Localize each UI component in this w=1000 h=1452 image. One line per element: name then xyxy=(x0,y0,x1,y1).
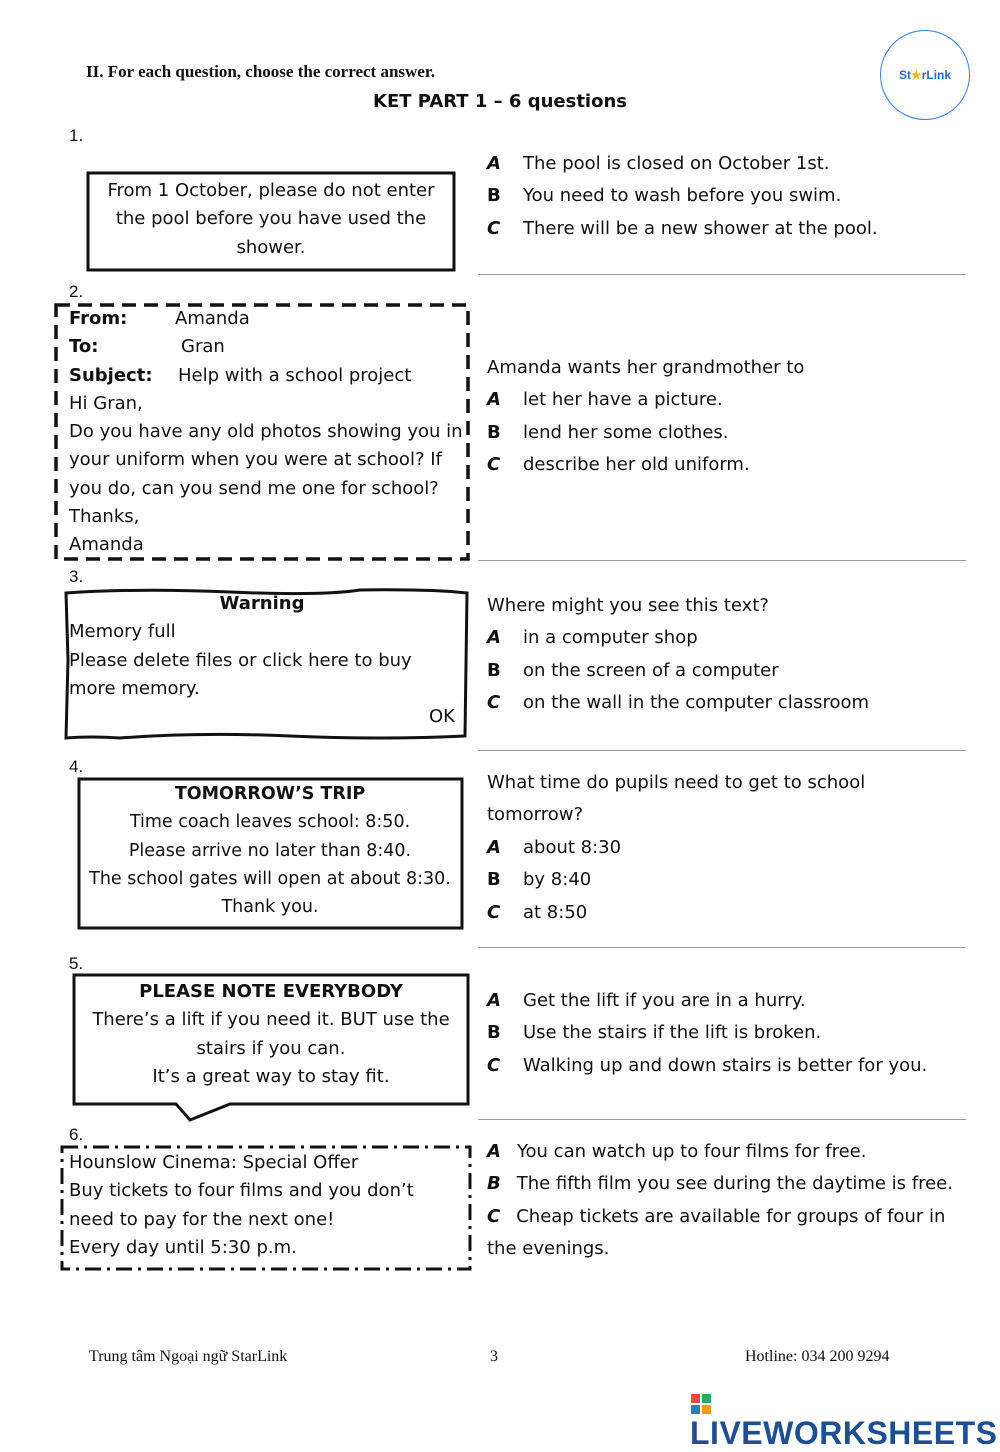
q4-option-c[interactable] xyxy=(487,897,957,929)
divider-2 xyxy=(478,560,966,561)
option-letter: A xyxy=(487,153,501,174)
q3-option-a[interactable] xyxy=(487,622,957,654)
option-letter: C xyxy=(487,454,501,476)
question-number-3: 3. xyxy=(69,567,84,586)
option-letter: C xyxy=(487,692,501,714)
logo-text-start: St xyxy=(898,68,911,82)
q5-notice-title: PLEASE NOTE EVERYBODY xyxy=(139,981,403,1002)
email-to-label: To: xyxy=(69,336,99,358)
divider-4 xyxy=(478,947,966,948)
question-number-5: 5. xyxy=(69,954,84,973)
email-body-line: you do, can you send me one for school? xyxy=(69,477,439,499)
option-letter: A xyxy=(487,836,501,858)
q2-email xyxy=(69,305,465,560)
q3-notice xyxy=(69,590,455,731)
q5-option-b[interactable] xyxy=(487,1017,962,1049)
q4-notice-line: Thank you. xyxy=(221,897,319,918)
option-letter: A xyxy=(487,389,501,411)
option-text: about 8:30 xyxy=(523,836,622,858)
divider-5 xyxy=(478,1119,966,1120)
section-instruction: II. For each question, choose the correct answer. xyxy=(86,62,436,81)
q5-options xyxy=(487,985,962,1082)
q4-notice-line: The school gates will open at about 8:30. xyxy=(89,868,451,889)
option-text: The fifth film you see during the daytime is free. xyxy=(516,1173,953,1195)
option-text: lend her some clothes. xyxy=(523,421,729,443)
email-body-line: Amanda xyxy=(69,534,144,556)
q1-option-c[interactable] xyxy=(487,213,957,245)
q3-ok-button: OK xyxy=(429,706,455,728)
q5-notice xyxy=(74,978,468,1091)
q3-prompt: Where might you see this text? xyxy=(487,595,769,616)
part-title: KET PART 1 – 6 questions xyxy=(373,91,627,112)
q1-notice-line: the pool before you have used the xyxy=(115,208,427,230)
option-text: You need to wash before you swim. xyxy=(523,185,842,207)
q3-option-c[interactable] xyxy=(487,687,957,719)
q3-notice-title: Warning xyxy=(219,593,305,614)
q2-prompt: Amanda wants her grandmother to xyxy=(487,357,805,378)
option-text: Cheap tickets are available for groups of four in the evenings. xyxy=(487,1205,946,1260)
option-text: at 8:50 xyxy=(523,901,588,923)
q4-notice-line: Please arrive no later than 8:40. xyxy=(128,840,412,861)
email-subject-row xyxy=(69,362,465,390)
q3-option-b[interactable] xyxy=(487,655,957,687)
option-letter: C xyxy=(487,1205,501,1227)
option-letter: B xyxy=(487,659,501,681)
divider-3 xyxy=(478,750,966,751)
email-body-line: Hi Gran, xyxy=(69,392,143,414)
option-letter: C xyxy=(487,901,501,923)
q4-prompt-line: What time do pupils need to get to school xyxy=(487,772,866,793)
footer-hotline: Hotline: 034 200 9294 xyxy=(745,1348,890,1365)
email-body-line: your uniform when you were at school? If xyxy=(69,449,442,471)
question-number-2: 2. xyxy=(69,282,84,301)
q6-option-b[interactable] xyxy=(487,1168,962,1200)
logo-text-end: rLink xyxy=(921,68,952,82)
option-letter: A xyxy=(487,627,501,649)
option-text: Walking up and down stairs is better for you. xyxy=(523,1054,928,1076)
email-from-row xyxy=(69,305,465,333)
q1-notice-line: shower. xyxy=(236,236,306,258)
email-body-line: Thanks, xyxy=(69,506,140,528)
option-letter: B xyxy=(487,869,501,891)
q4-notice-title: TOMORROW’S TRIP xyxy=(174,784,366,804)
liveworksheets-icon xyxy=(690,1393,712,1415)
q4-options xyxy=(487,767,957,929)
email-from-label: From: xyxy=(69,308,128,329)
divider-1 xyxy=(478,274,966,275)
email-body-line: Do you have any old photos showing you in xyxy=(69,421,463,443)
option-letter: A xyxy=(487,1141,501,1162)
logo-star-icon: ★ xyxy=(910,68,922,82)
q1-notice xyxy=(90,177,452,262)
email-from-value: Amanda xyxy=(175,308,250,329)
option-letter: A xyxy=(487,990,501,1011)
q3-notice-line: Memory full xyxy=(69,621,176,643)
q3-notice-line: more memory. xyxy=(69,677,200,699)
option-letter: B xyxy=(487,421,501,443)
email-subject-label: Subject: xyxy=(69,364,153,386)
footer-page-number: 3 xyxy=(490,1348,498,1365)
q1-option-b[interactable] xyxy=(487,180,957,212)
option-text: on the screen of a computer xyxy=(523,659,779,681)
q6-option-c[interactable] xyxy=(487,1201,962,1266)
option-text: The pool is closed on October 1st. xyxy=(523,153,830,174)
q6-option-a[interactable] xyxy=(487,1136,962,1168)
q2-option-b[interactable] xyxy=(487,417,957,449)
q4-prompt-line: tomorrow? xyxy=(487,804,583,826)
email-subject-value: Help with a school project xyxy=(178,364,412,386)
question-number-6: 6. xyxy=(69,1125,84,1144)
option-letter: C xyxy=(487,217,501,239)
footer-center-name: Trung tâm Ngoại ngữ StarLink xyxy=(89,1348,288,1365)
q4-notice xyxy=(74,780,466,921)
question-number-1: 1. xyxy=(69,126,84,145)
q5-notice-line: There’s a lift if you need it. BUT use the xyxy=(92,1009,450,1031)
q6-notice-line: Every day until 5:30 p.m. xyxy=(69,1236,297,1258)
q3-options xyxy=(487,590,957,720)
option-text: Get the lift if you are in a hurry. xyxy=(523,990,806,1011)
option-letter: B xyxy=(487,1022,501,1044)
option-letter: C xyxy=(487,1054,501,1076)
email-to-row xyxy=(69,333,465,361)
option-text: There will be a new shower at the pool. xyxy=(523,217,878,239)
liveworksheets-logo xyxy=(690,1372,1000,1452)
option-text: describe her old uniform. xyxy=(523,454,750,476)
q1-options xyxy=(487,148,957,245)
q1-notice-line: From 1 October, please do not enter xyxy=(107,180,435,201)
option-text: on the wall in the computer classroom xyxy=(523,692,870,714)
option-letter: B xyxy=(487,1173,501,1195)
liveworksheets-brand: LIVEWORKSHEETS xyxy=(690,1415,998,1451)
q6-notice-line: Buy tickets to four films and you don’t xyxy=(69,1180,414,1202)
q5-option-c[interactable] xyxy=(487,1050,962,1082)
q6-options xyxy=(487,1136,962,1266)
q2-option-a[interactable] xyxy=(487,384,957,416)
q5-notice-line: stairs if you can. xyxy=(196,1037,346,1059)
option-letter: B xyxy=(487,185,501,207)
q3-notice-line: Please delete files or click here to buy xyxy=(69,649,412,671)
q6-notice-line: need to pay for the next one! xyxy=(69,1208,335,1230)
option-text: You can watch up to four films for free. xyxy=(516,1141,867,1162)
q2-options xyxy=(487,352,957,482)
q2-option-c[interactable] xyxy=(487,449,957,481)
q5-notice-line: It’s a great way to stay fit. xyxy=(152,1065,390,1087)
email-to-value: Gran xyxy=(181,336,225,358)
q6-notice xyxy=(69,1149,465,1262)
q4-option-a[interactable] xyxy=(487,832,957,864)
option-text: Use the stairs if the lift is broken. xyxy=(523,1022,822,1044)
q6-notice-line: Hounslow Cinema: Special Offer xyxy=(69,1152,359,1173)
option-text: by 8:40 xyxy=(523,869,592,891)
q5-option-a[interactable] xyxy=(487,985,962,1017)
q4-notice-line: Time coach leaves school: 8:50. xyxy=(129,812,411,833)
option-text: let her have a picture. xyxy=(523,389,723,411)
question-number-4: 4. xyxy=(69,757,84,776)
q4-option-b[interactable] xyxy=(487,864,957,896)
option-text: in a computer shop xyxy=(523,627,698,649)
q1-option-a[interactable] xyxy=(487,148,957,180)
